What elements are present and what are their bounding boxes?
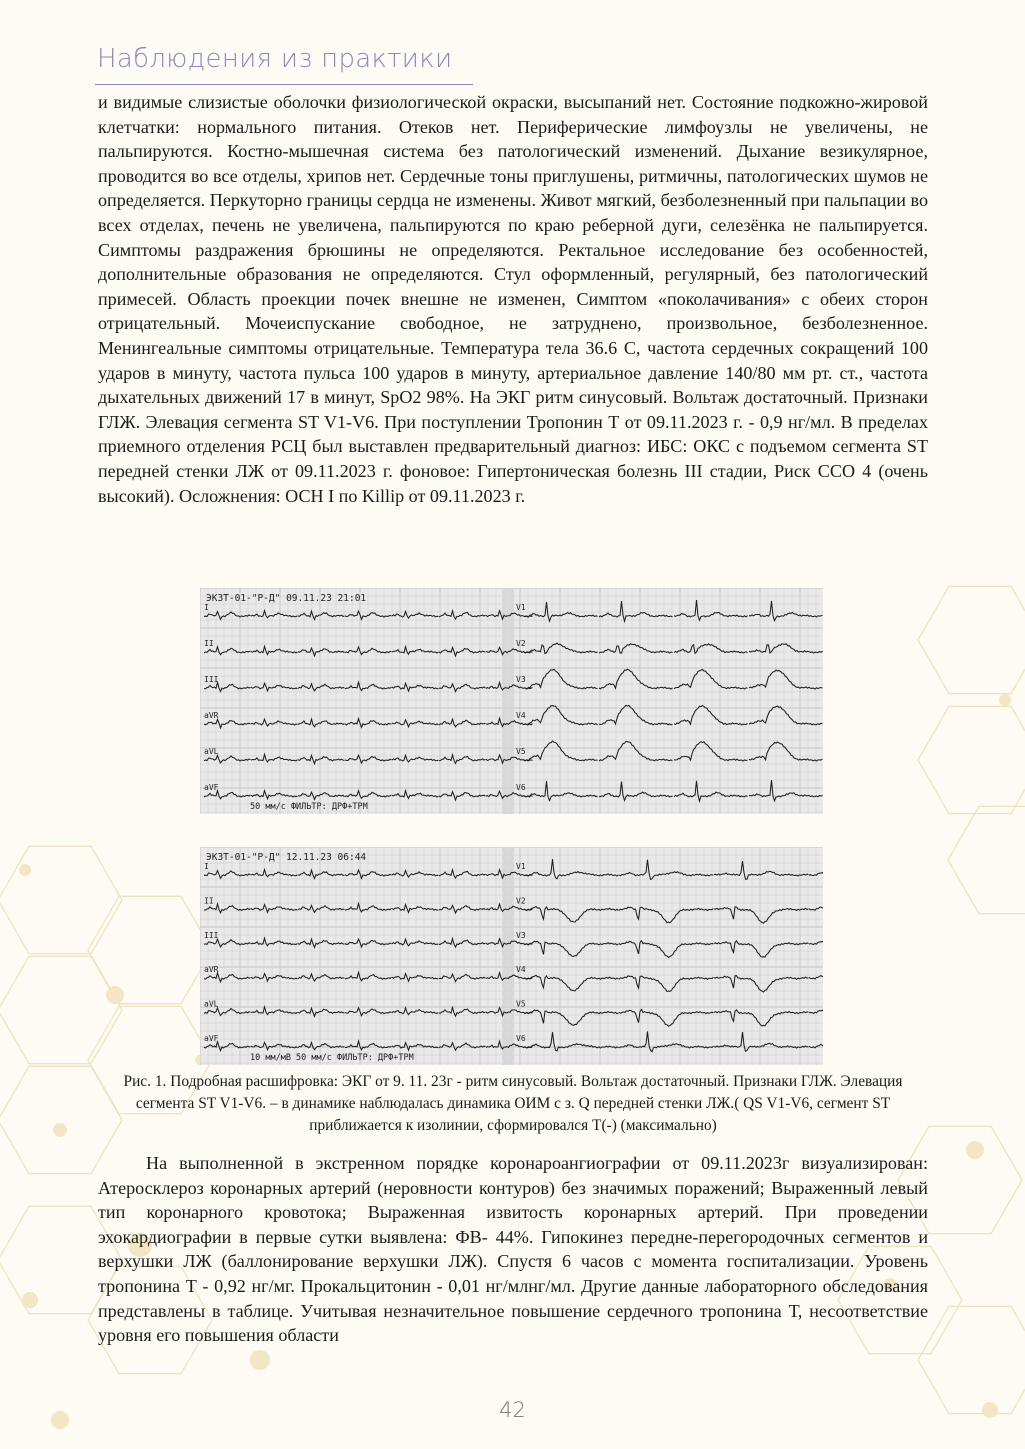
ecg-lead-label: aVL	[204, 999, 219, 1009]
running-head-rule	[95, 84, 473, 85]
ecg-lead-label: V4	[516, 711, 526, 720]
ecg-lead-label: V3	[516, 930, 526, 940]
body-paragraph-2: На выполненной в экстренном порядке коронароангиографии от 09.11.2023г визуализирован: Атеросклероз коронарных артерий (неровности контуров) без значимых поражений; Выраженный левый тип коронарного кровотока; Выраженная извитость коронарных артерий. При проведении эхокардиографии в первые сутки выявлена: ФВ- 44%. Гипокинез передне-перегородочных сегментов и верхушки ЛЖ (баллонирование верхушки ЛЖ). Спустя 6 часов с момента госпитализации. Уровень тропонина Т - 0,92 нг/мг. Прокальцитонин - 0,01 нг/млнг/мл. Другие данные лабораторного обследования представлены в таблице. Учитывая незначительное повышение сердечного тропонина Т, несоответствие уровня его повышения области	[98, 1153, 928, 1346]
ecg-lead-label: V1	[516, 603, 526, 612]
ecg-lead-label: I	[204, 862, 209, 871]
ecg-lead-label: V4	[516, 965, 526, 975]
ecg-lead-label: II	[204, 639, 214, 648]
ecg-lead-label: I	[204, 603, 209, 612]
ecg-lead-label: III	[204, 930, 219, 940]
ecg-lead-label: V1	[516, 862, 526, 871]
ecg-lead-label: V5	[516, 747, 526, 756]
ecg-lead-label: V6	[516, 1034, 526, 1043]
ecg-footer-label: 10 мм/мВ 50 мм/с ФИЛЬТР: ДРФ+ТРМ	[250, 1053, 414, 1063]
ecg-lead-label: V5	[516, 999, 526, 1009]
page-number: 42	[499, 1398, 526, 1422]
ecg-strip-seam	[502, 588, 514, 814]
ecg-lead-label: aVL	[204, 747, 219, 756]
ecg-lead-label: V2	[516, 896, 526, 906]
ecg-lead-label: III	[204, 675, 219, 684]
ecg-footer-label: 50 мм/с ФИЛЬТР: ДРФ+ТРМ	[250, 802, 368, 812]
ecg-lead-label: aVR	[204, 965, 219, 975]
figure-caption: Рис. 1. Подробная расшифровка: ЭКГ от 9. 11. 23г - ритм синусовый. Вольтаж достаточный. Признаки ГЛЖ. Элевация сегмента ST V1-V6. – в динамике наблюдалась динамика ОИМ с з. Q передней стенки ЛЖ.( QS V1-V6, сегмент ST приближается к изолинии, сформировался T(-) (максимально)	[123, 1073, 903, 1135]
ecg-strip-seam	[502, 847, 514, 1065]
ecg-header-label: ЭКЗТ-01-"Р-Д" 12.11.23 06:44	[206, 852, 367, 863]
ecg-header-label: ЭКЗТ-01-"Р-Д" 09.11.23 21:01	[206, 593, 367, 604]
ecg-lead-label: aVF	[204, 783, 219, 792]
ecg-lead-label: V2	[516, 639, 526, 648]
ecg-figure-2	[200, 847, 823, 1065]
ecg-lead-label: II	[204, 896, 214, 906]
ecg-figure-1	[200, 588, 823, 814]
ecg-lead-label: aVR	[204, 711, 219, 720]
ecg-lead-label: V6	[516, 783, 526, 792]
running-head-title: Наблюдения из практики	[97, 44, 453, 74]
ecg-lead-label: V3	[516, 675, 526, 684]
ecg-lead-label: aVF	[204, 1034, 219, 1043]
body-paragraph-1: и видимые слизистые оболочки физиологической окраски, высыпаний нет. Состояние подкожно-жировой клетчатки: нормального питания. Отеков нет. Периферические лимфоузлы не увеличены, не пальпируются. Костно-мышечная система без патологический изменений. Дыхание везикулярное, проводится во все отделы, хрипов нет. Сердечные тоны приглушены, ритмичны, патологических шумов не определяется. Перкуторно границы сердца не изменены. Живот мягкий, безболезненный при пальпации во всех отделах, печень не увеличена, пальпируются по краю реберной дуги, селезёнка не пальпируется. Симптомы раздражения брюшины не определяются. Ректальное исследование без особенностей, дополнительные образования не определяются. Стул оформленный, регулярный, без патологический примесей. Область проекции почек внешне не изменен, Симптом «поколачивания» с обеих сторон отрицательный. Мочеиспускание свободное, не затруднено, произвольное, безболезненное. Менингеальные симптомы отрицательные. Температура тела 36.6 С, частота сердечных сокращений 100 ударов в минуту, частота пульса 100 ударов в минуту, артериальное давление 140/80 мм рт. ст., частота дыхательных движений 17 в минут, SpO2 98%. На ЭКГ ритм синусовый. Вольтаж достаточный. Признаки ГЛЖ. Элевация сегмента ST V1-V6. При поступлении Тропонин Т от 09.11.2023 г. - 0,9 нг/мл. В пределах приемного отделения РСЦ был выставлен предварительный диагноз: ИБС: ОКС с подъемом сегмента ST передней стенки ЛЖ от 09.11.2023 г. фоновое: Гипертоническая болезнь III стадии, Риск ССО 4 (очень высокий). Осложнения: ОСН I по Killip от 09.11.2023 г.	[98, 92, 928, 506]
